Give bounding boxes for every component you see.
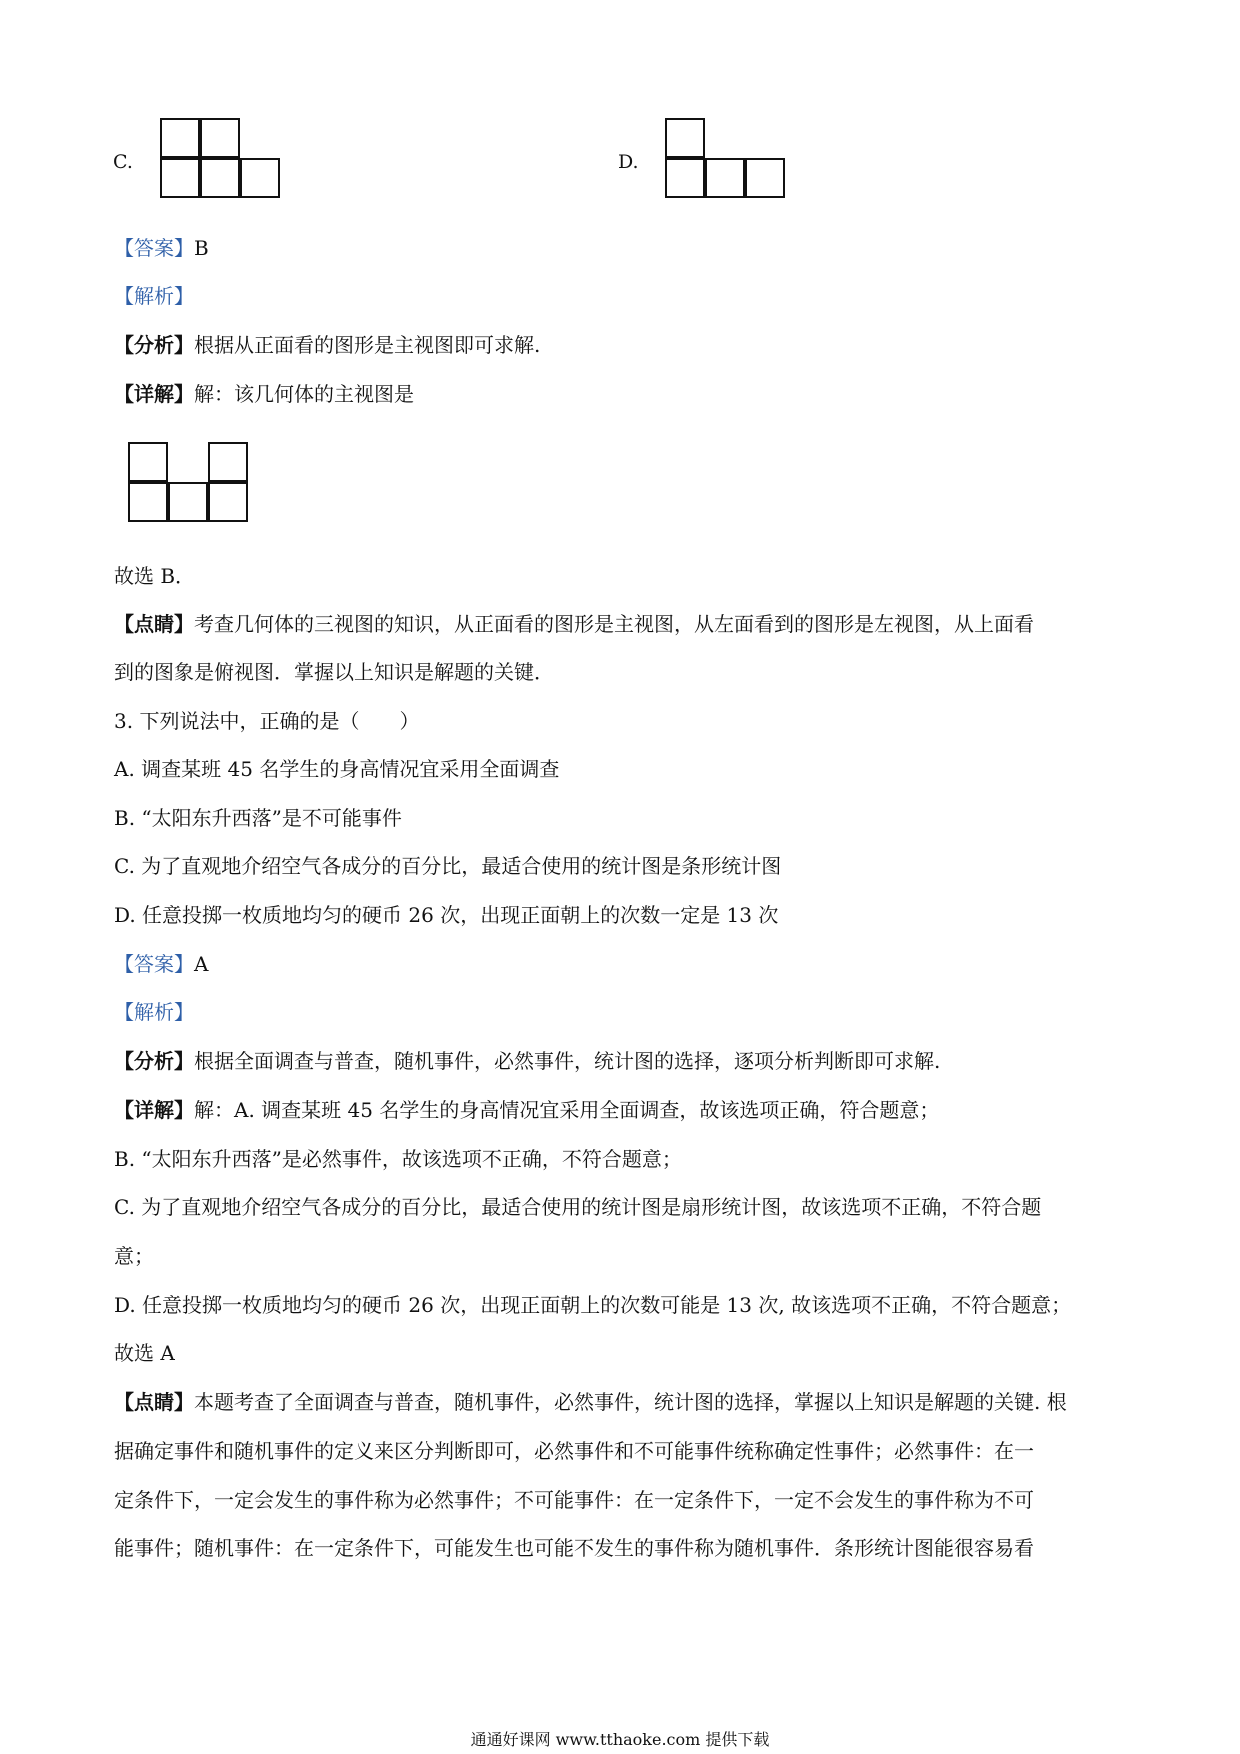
q3-detail-c1 (114, 1193, 1041, 1221)
option-d-figure (665, 118, 789, 202)
q3-comment-3 (114, 1486, 1034, 1514)
q2-jiexi (114, 282, 194, 310)
q3-detail-c2 (114, 1242, 154, 1270)
option-text: D. 任意投掷一枚质地均匀的硬币 26 次，出现正面朝上的次数一定是 13 次 (114, 903, 779, 927)
q2-analysis (114, 331, 540, 359)
q3-choose (114, 1339, 175, 1367)
answer-value: B (194, 236, 209, 260)
option-text: B. “太阳东升西落”是不可能事件 (114, 806, 402, 830)
detail-tag: 【详解】 (114, 1098, 194, 1122)
detail-text: 解：该几何体的主视图是 (194, 382, 414, 406)
q2-comment-2 (114, 658, 554, 686)
q3-option-a (114, 755, 559, 783)
answer-value: A (194, 952, 209, 976)
option-text: A. 调查某班 45 名学生的身高情况宜采用全面调查 (114, 757, 560, 781)
q3-option-b (114, 804, 402, 832)
detail-text: 意； (114, 1244, 154, 1268)
choose-text: 故选 B． (114, 564, 196, 588)
comment-tag: 【点睛】 (114, 1390, 194, 1414)
page-footer: 通通好课网 www.tthaoke.com 提供下载 (470, 1730, 770, 1749)
q3-answer (114, 950, 208, 978)
q2-comment-1 (114, 610, 1034, 638)
comment-tag: 【点睛】 (114, 612, 194, 636)
q3-detail-d (114, 1291, 1071, 1319)
option-c-figure (160, 118, 284, 202)
option-c-label: C. (113, 151, 133, 173)
q3-jiexi (114, 998, 194, 1026)
analysis-tag: 【分析】 (114, 1049, 194, 1073)
question-stem: 3. 下列说法中，正确的是（ ） (114, 709, 420, 733)
detail-text: D. 任意投掷一枚质地均匀的硬币 26 次，出现正面朝上的次数可能是 13 次, 故该选项不正确，不符合题意； (114, 1293, 1072, 1317)
comment-text: 能事件；随机事件：在一定条件下，可能发生也可能不发生的事件称为随机事件．条形统计图能很容易看 (114, 1536, 1034, 1560)
q3-comment-4 (114, 1534, 1034, 1562)
detail-text: C. 为了直观地介绍空气各成分的百分比，最适合使用的统计图是扇形统计图，故该选项不正确，不符合题 (114, 1195, 1042, 1219)
q2-detail (114, 380, 414, 408)
q3-comment-2 (114, 1437, 1034, 1465)
q3-option-d (114, 901, 778, 929)
choose-text: 故选 A (114, 1341, 175, 1365)
detail-text: B. “太阳东升西落”是必然事件，故该选项不正确，不符合题意； (114, 1147, 682, 1171)
q2-choose (114, 562, 195, 590)
q3-comment-1 (114, 1388, 1067, 1416)
answer-tag: 【答案】 (114, 952, 194, 976)
analysis-text: 根据全面调查与普查，随机事件，必然事件，统计图的选择，逐项分析判断即可求解. (194, 1049, 941, 1073)
detail-tag: 【详解】 (114, 382, 194, 406)
jiexi-tag: 【解析】 (114, 1000, 194, 1024)
main-view-figure (128, 442, 252, 526)
answer-tag: 【答案】 (114, 236, 194, 260)
option-d-label: D. (618, 151, 639, 173)
analysis-tag: 【分析】 (114, 333, 194, 357)
comment-text: 考查几何体的三视图的知识，从正面看的图形是主视图，从左面看到的图形是左视图，从上面看 (194, 612, 1034, 636)
q2-answer (114, 234, 209, 262)
option-text: C. 为了直观地介绍空气各成分的百分比，最适合使用的统计图是条形统计图 (114, 854, 782, 878)
analysis-text: 根据从正面看的图形是主视图即可求解. (194, 333, 541, 357)
comment-text: 定条件下，一定会发生的事件称为必然事件；不可能事件：在一定条件下，一定不会发生的事件称为不可 (114, 1488, 1034, 1512)
comment-text: 本题考查了全面调查与普查，随机事件，必然事件，统计图的选择，掌握以上知识是解题的关键. 根 (194, 1390, 1067, 1414)
comment-text: 据确定事件和随机事件的定义来区分判断即可，必然事件和不可能事件统称确定性事件；必然事件：在一 (114, 1439, 1034, 1463)
detail-text: 解：A. 调查某班 45 名学生的身高情况宜采用全面调查，故该选项正确，符合题意； (194, 1098, 940, 1122)
jiexi-tag: 【解析】 (114, 284, 194, 308)
q3-stem (114, 707, 419, 735)
q3-option-c (114, 852, 781, 880)
q3-detail-a (114, 1096, 939, 1124)
q3-detail-b (114, 1145, 682, 1173)
q3-analysis (114, 1047, 940, 1075)
comment-text: 到的图象是俯视图．掌握以上知识是解题的关键． (114, 660, 554, 684)
